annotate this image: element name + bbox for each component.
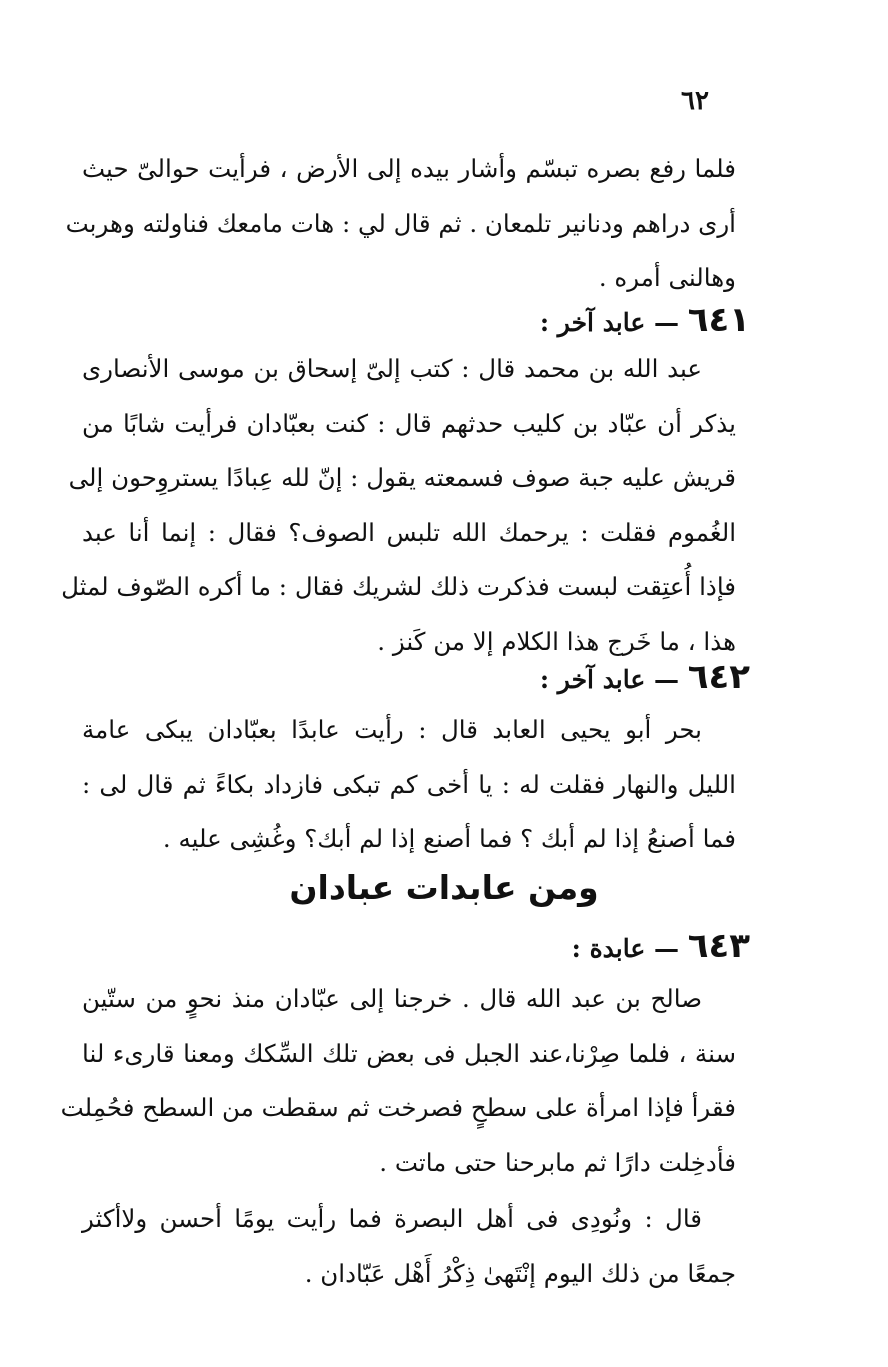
text-line: قال : ونُودِى فى أهل البصرة فما رأيت يومًا أحسن ولاأكثر: [82, 1204, 702, 1233]
paragraph-1: [65, 142, 736, 306]
page-number: ٦٢: [681, 86, 709, 116]
text-line: بحر أبو يحيى العابد قال : رأيت عابدًا بعبّادان يبكى عامة: [82, 715, 702, 744]
text-line: فقرأ فإذا امرأة على سطحٍ فصرخت ثم سقطت من السطح فحُمِلت: [60, 1093, 736, 1122]
section-heading-643: [572, 926, 750, 966]
text-line: وهالنى أمره .: [598, 263, 736, 292]
text-line: يذكر أن عبّاد بن كليب حدثهم قال : كنت بعبّادان فرأيت شابًا من: [82, 408, 736, 438]
text-line: صالح بن عبد الله قال . خرجنا إلى عبّادان منذ نحوٍ من ستّين: [82, 984, 702, 1013]
section-heading-641: [540, 300, 750, 340]
paragraph-2: [61, 342, 736, 669]
paragraph-3: [82, 703, 736, 867]
text-line: سنة ، فلما صِرْنا،عند الجبل فى بعض تلك السِّكك ومعنا قارىء لنا: [82, 1038, 736, 1068]
text-line: أرى دراهم ودنانير تلمعان . ثم قال لي : هات مامعك فناولته وهربت: [65, 208, 736, 238]
section-number: ٦٤٢: [687, 657, 750, 697]
section-number: ٦٤١: [687, 300, 750, 340]
section-heading-642: [540, 657, 750, 697]
section-title: — عابد آخر :: [539, 665, 680, 694]
text-line: الغُموم فقلت : يرحمك الله تلبس الصوف؟ فقال : إنما أنا عبد: [82, 517, 736, 547]
text-line: جمعًا من ذلك اليوم إنْتَهىٰ ذِكْرُ أَهْل عَبّادان .: [304, 1258, 736, 1288]
chapter-heading: ومن عابدات عبادان: [289, 868, 599, 907]
text-line: قريش عليه جبة صوف فسمعته يقول : إنّ لله عِبادًا يستروِحون إلى: [68, 463, 736, 492]
text-line: فلما رفع بصره تبسّم وأشار بيده إلى الأرض ، فرأيت حوالىّ حيث: [82, 154, 736, 183]
paragraph-4: [60, 972, 736, 1190]
text-line: فإذا أُعتِقت لبست فذكرت ذلك لشريك فقال : ما أكره الصّوف لمثل: [61, 572, 736, 601]
section-number: ٦٤٣: [687, 926, 750, 966]
text-line: فأدخِلت دارًا ثم مابرحنا حتى ماتت .: [379, 1147, 736, 1177]
text-line: فما أصنعُ إذا لم أبك ؟ فما أصنع إذا لم أبك؟ وغُشِى عليه .: [162, 824, 736, 853]
paragraph-5: [82, 1192, 736, 1301]
text-line: عبد الله بن محمد قال : كتب إلىّ إسحاق بن موسى الأنصارى: [82, 354, 702, 383]
section-title: — عابد آخر :: [539, 308, 680, 337]
text-line: هذا ، ما خَرج هذا الكلام إلا من كَنز .: [377, 626, 736, 656]
section-title: — عابدة :: [571, 934, 680, 963]
text-line: الليل والنهار فقلت له : يا أخى كم تبكى فازداد بكاءً ثم قال لى :: [82, 769, 736, 799]
